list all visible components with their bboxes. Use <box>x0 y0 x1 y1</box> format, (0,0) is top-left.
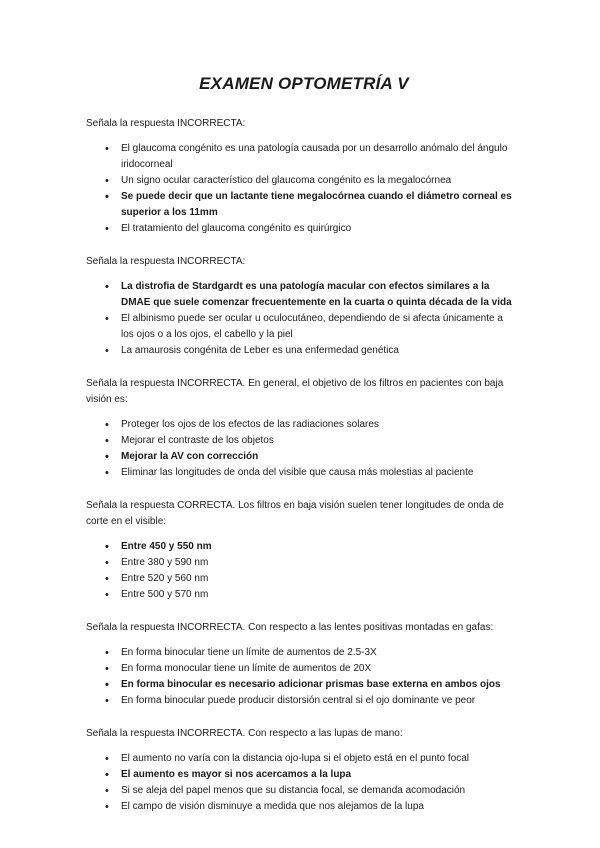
option-text: Entre 450 y 550 nm <box>121 541 212 552</box>
question-prompt: Señala la respuesta CORRECTA. Los filtros en baja visión suelen tener longitudes de onda de corte en el visible: <box>86 500 504 527</box>
answer-option <box>86 693 514 709</box>
bullet-icon: • <box>105 589 109 601</box>
option-text: El aumento es mayor si nos acercamos a la lupa <box>121 769 352 780</box>
option-list <box>86 539 514 603</box>
question-list <box>86 116 514 815</box>
answer-option <box>86 751 514 767</box>
answer-option-marked <box>86 767 514 783</box>
answer-option-marked <box>86 189 514 221</box>
question-prompt: Señala la respuesta INCORRECTA. Con respecto a las lupas de mano: <box>86 728 403 739</box>
bullet-icon: • <box>105 435 109 447</box>
question-prompt: Señala la respuesta INCORRECTA. Con respecto a las lentes positivas montadas en gafas: <box>86 622 494 633</box>
question-prompt: Señala la respuesta INCORRECTA: <box>86 118 246 129</box>
option-list <box>86 751 514 815</box>
answer-option <box>86 141 514 173</box>
option-list <box>86 417 514 481</box>
option-text: El albinismo puede ser ocular u oculocutáneo, dependiendo de si afecta únicamente a los ojos o a los ojos, el cabello y la piel <box>121 313 503 340</box>
answer-option-marked <box>86 449 514 465</box>
option-text: Mejorar el contraste de los objetos <box>121 435 274 446</box>
bullet-icon: • <box>105 419 109 431</box>
option-text: Proteger los ojos de los efectos de las radiaciones solares <box>121 419 379 430</box>
answer-option-marked <box>86 677 514 693</box>
bullet-icon: • <box>105 467 109 479</box>
bullet-icon: • <box>105 695 109 707</box>
bullet-icon: • <box>105 143 109 155</box>
option-list <box>86 645 514 709</box>
bullet-icon: • <box>105 557 109 569</box>
bullet-icon: • <box>105 647 109 659</box>
answer-option <box>86 417 514 433</box>
question-1 <box>86 116 514 237</box>
answer-option <box>86 571 514 587</box>
option-text: La distrofia de Stardgardt es una patología macular con efectos similares a la DMAE que suele comenzar frecuentemente en la cuarta o quinta década de la vida <box>121 281 512 308</box>
option-text: Mejorar la AV con corrección <box>121 451 259 462</box>
bullet-icon: • <box>105 175 109 187</box>
answer-option <box>86 343 514 359</box>
answer-option <box>86 555 514 571</box>
option-list <box>86 279 514 359</box>
bullet-icon: • <box>105 753 109 765</box>
option-list <box>86 141 514 237</box>
question-5 <box>86 620 514 709</box>
option-text: El campo de visión disminuye a medida que nos alejamos de la lupa <box>121 801 424 812</box>
question-4 <box>86 498 514 603</box>
option-text: Entre 500 y 570 nm <box>121 589 209 600</box>
page-title: EXAMEN OPTOMETRÍA V <box>199 74 409 93</box>
answer-option-marked <box>86 539 514 555</box>
answer-option <box>86 799 514 815</box>
answer-option <box>86 587 514 603</box>
answer-option <box>86 465 514 481</box>
question-prompt: Señala la respuesta INCORRECTA: <box>86 256 246 267</box>
bullet-icon: • <box>105 679 109 691</box>
option-text: Eliminar las longitudes de onda del visible que causa más molestias al paciente <box>121 467 474 478</box>
question-3 <box>86 376 514 481</box>
bullet-icon: • <box>105 345 109 357</box>
answer-option-marked <box>86 279 514 311</box>
answer-option <box>86 433 514 449</box>
bullet-icon: • <box>105 223 109 235</box>
option-text: En forma binocular puede producir distorsión central si el ojo dominante ve peor <box>121 695 476 706</box>
option-text: Entre 380 y 590 nm <box>121 557 209 568</box>
answer-option <box>86 221 514 237</box>
bullet-icon: • <box>105 769 109 781</box>
bullet-icon: • <box>105 191 109 203</box>
answer-option <box>86 661 514 677</box>
option-text: Entre 520 y 560 nm <box>121 573 209 584</box>
bullet-icon: • <box>105 785 109 797</box>
bullet-icon: • <box>105 451 109 463</box>
option-text: Un signo ocular característico del glaucoma congénito es la megalocórnea <box>121 175 452 186</box>
question-prompt: Señala la respuesta INCORRECTA. En general, el objetivo de los filtros en pacientes con baja visión es: <box>86 378 504 405</box>
answer-option <box>86 311 514 343</box>
option-text: El glaucoma congénito es una patología causada por un desarrollo anómalo del ángulo iridocorneal <box>121 143 508 170</box>
option-text: Se puede decir que un lactante tiene megalocórnea cuando el diámetro corneal es superior a los 11mm <box>121 191 512 218</box>
bullet-icon: • <box>105 663 109 675</box>
option-text: La amaurosis congénita de Leber es una enfermedad genética <box>121 345 399 356</box>
option-text: En forma monocular tiene un límite de aumentos de 20X <box>121 663 372 674</box>
bullet-icon: • <box>105 573 109 585</box>
option-text: El aumento no varía con la distancia ojo-lupa si el objeto está en el punto focal <box>121 753 469 764</box>
option-text: El tratamiento del glaucoma congénito es quirúrgico <box>121 223 352 234</box>
question-6 <box>86 726 514 815</box>
option-text: En forma binocular es necesario adicionar prismas base externa en ambos ojos <box>121 679 501 690</box>
answer-option <box>86 645 514 661</box>
bullet-icon: • <box>105 281 109 293</box>
bullet-icon: • <box>105 541 109 553</box>
option-text: Si se aleja del papel menos que su distancia focal, se demanda acomodación <box>121 785 466 796</box>
answer-option <box>86 173 514 189</box>
answer-option <box>86 783 514 799</box>
bullet-icon: • <box>105 801 109 813</box>
question-2 <box>86 254 514 359</box>
option-text: En forma binocular tiene un límite de aumentos de 2.5-3X <box>121 647 377 658</box>
bullet-icon: • <box>105 313 109 325</box>
